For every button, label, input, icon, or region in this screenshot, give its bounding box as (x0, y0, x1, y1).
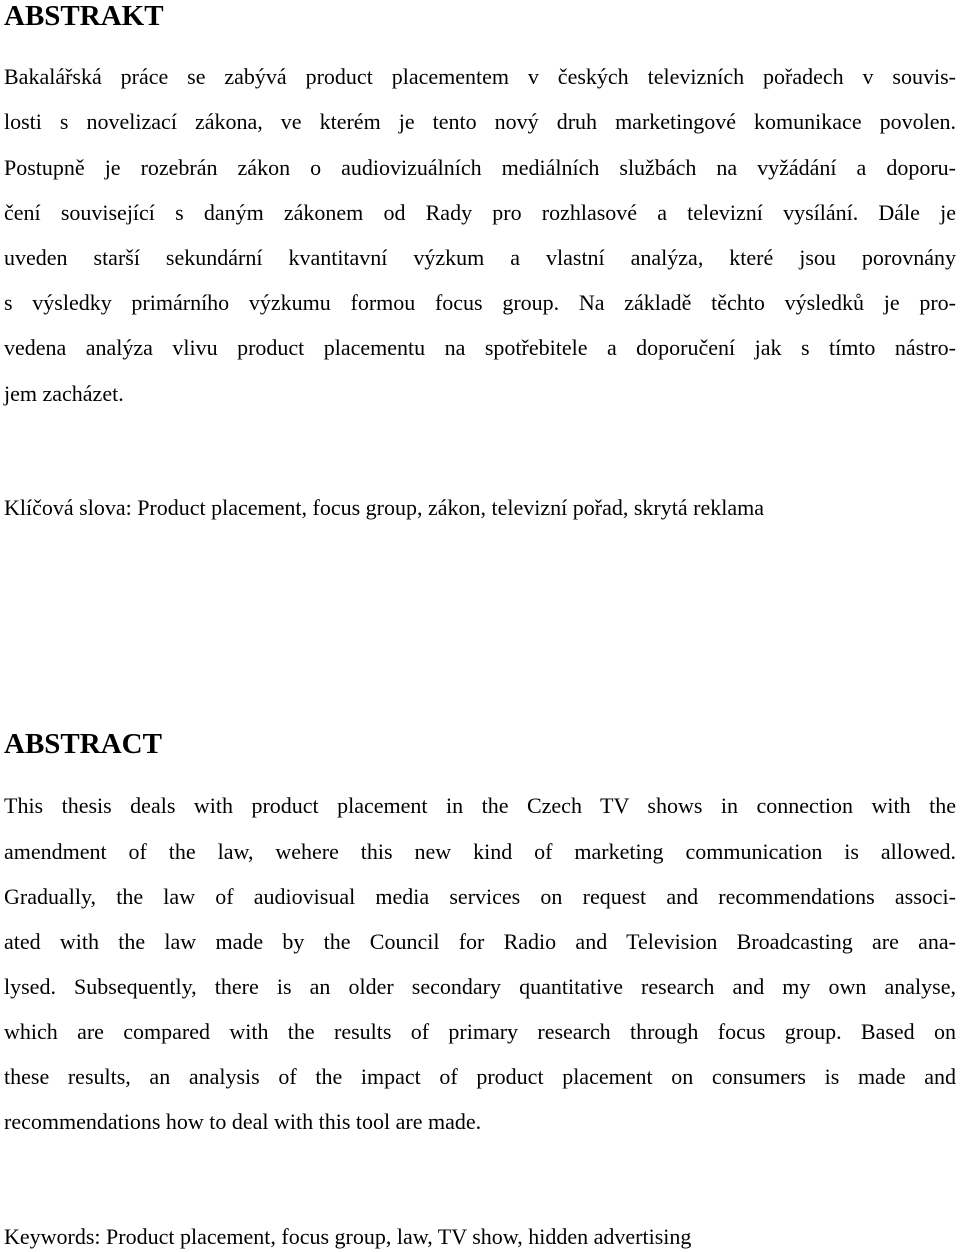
english-abstract-heading: ABSTRACT (4, 728, 162, 760)
english-abstract-line: This thesis deals with product placement in the Czech TV shows in connection with the (4, 793, 956, 818)
czech-abstract-line: uveden starší sekundární kvantitavní výzkum a vlastní analýza, které jsou porovnány (4, 245, 956, 270)
czech-abstract-line: vedena analýza vlivu product placementu na spotřebitele a doporučení jak s tímto nástro- (4, 335, 956, 360)
english-abstract-line: these results, an analysis of the impact of product placement on consumers is made and (4, 1064, 956, 1089)
czech-keywords: Klíčová slova: Product placement, focus group, zákon, televizní pořad, skrytá reklama (4, 495, 764, 520)
english-abstract-line: Gradually, the law of audiovisual media services on request and recommendations associ- (4, 884, 956, 909)
czech-abstract-line: losti s novelizací zákona, ve kterém je tento nový druh marketingové komunikace povolen. (4, 109, 956, 134)
czech-abstract-line: jem zacházet. (4, 381, 124, 406)
czech-abstract-line: Postupně je rozebrán zákon o audiovizuálních mediálních službách na vyžádání a doporu- (4, 155, 956, 180)
english-keywords: Keywords: Product placement, focus group, law, TV show, hidden advertising (4, 1224, 692, 1249)
english-abstract-line: which are compared with the results of primary research through focus group. Based on (4, 1019, 956, 1044)
czech-abstract-line: čení související s daným zákonem od Rady pro rozhlasové a televizní vysílání. Dále je (4, 200, 956, 225)
english-abstract-line: recommendations how to deal with this tool are made. (4, 1109, 482, 1134)
czech-abstract-line: Bakalářská práce se zabývá product placementem v českých televizních pořadech v souvis- (4, 64, 956, 89)
czech-abstract-line: s výsledky primárního výzkumu formou focus group. Na základě těchto výsledků je pro- (4, 290, 956, 315)
english-abstract-line: lysed. Subsequently, there is an older secondary quantitative research and my own analyse, (4, 974, 956, 999)
english-abstract-line: ated with the law made by the Council for Radio and Television Broadcasting are ana- (4, 929, 956, 954)
czech-abstract-heading: ABSTRAKT (4, 0, 164, 32)
english-abstract-line: amendment of the law, wehere this new kind of marketing communication is allowed. (4, 839, 956, 864)
